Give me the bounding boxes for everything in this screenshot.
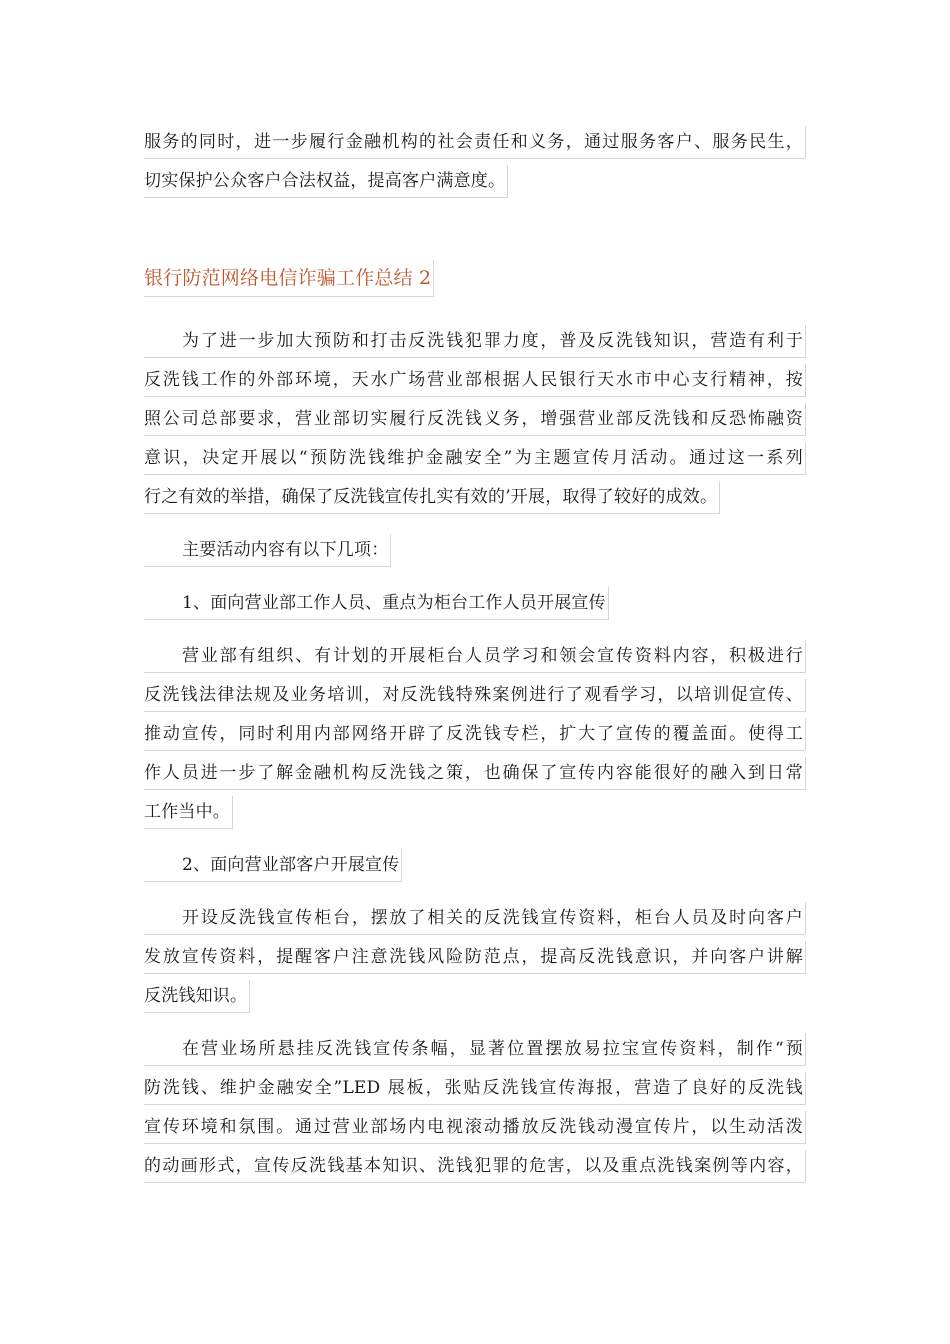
p6-line-2: 发放宣传资料，提醒客户注意洗钱风险防范点，提高反洗钱意识，并向客户讲解 [144, 941, 806, 974]
p2-line: 主要活动内容有以下几项： [144, 534, 391, 567]
p5-line: 2、面向营业部客户开展宣传 [144, 849, 402, 882]
p1-line-3: 照公司总部要求，营业部切实履行反洗钱义务，增强营业部反洗钱和反恐怖融资 [144, 403, 806, 436]
document-page [144, 126, 806, 1189]
p4-line-4: 作人员进一步了解金融机构反洗钱之策，也确保了宣传内容能很好的融入到日常 [144, 757, 806, 790]
p7-line-4: 的动画形式，宣传反洗钱基本知识、洗钱犯罪的危害，以及重点洗钱案例等内容， [144, 1150, 806, 1183]
p6-line-1: 开设反洗钱宣传柜台，摆放了相关的反洗钱宣传资料，柜台人员及时向客户 [144, 902, 806, 935]
p4-line-5: 工作当中。 [144, 796, 233, 829]
p3-line: 1、面向营业部工作人员、重点为柜台工作人员开展宣传 [144, 587, 609, 620]
p1-line-5: 行之有效的举措，确保了反洗钱宣传扎实有效的’开展，取得了较好的成效。 [144, 481, 720, 514]
p4-line-2: 反洗钱法律法规及业务培训，对反洗钱特殊案例进行了观看学习，以培训促宣传、 [144, 679, 806, 712]
intro-line-1: 服务的同时，进一步履行金融机构的社会责任和义务，通过服务客户、服务民生， [144, 126, 806, 159]
p7-line-1: 在营业场所悬挂反洗钱宣传条幅，显著位置摆放易拉宝宣传资料，制作“预 [144, 1033, 806, 1066]
p4-line-1: 营业部有组织、有计划的开展柜台人员学习和领会宣传资料内容，积极进行 [144, 640, 806, 673]
p1-line-1: 为了进一步加大预防和打击反洗钱犯罪力度，普及反洗钱知识，营造有利于 [144, 325, 806, 358]
section-heading: 银行防范网络电信诈骗工作总结 2 [144, 260, 434, 297]
p1-line-4: 意识，决定开展以“预防洗钱维护金融安全”为主题宣传月活动。通过这一系列 [144, 442, 806, 475]
p1-line-2: 反洗钱工作的外部环境，天水广场营业部根据人民银行天水市中心支行精神，按 [144, 364, 806, 397]
p6-line-3: 反洗钱知识。 [144, 980, 250, 1013]
p7-line-3: 宣传环境和氛围。通过营业部场内电视滚动播放反洗钱动漫宣传片，以生动活泼 [144, 1111, 806, 1144]
p7-line-2: 防洗钱、维护金融安全”LED 展板，张贴反洗钱宣传海报，营造了良好的反洗钱 [144, 1072, 806, 1105]
intro-line-2: 切实保护公众客户合法权益，提高客户满意度。 [144, 165, 508, 198]
p4-line-3: 推动宣传，同时利用内部网络开辟了反洗钱专栏，扩大了宣传的覆盖面。使得工 [144, 718, 806, 751]
